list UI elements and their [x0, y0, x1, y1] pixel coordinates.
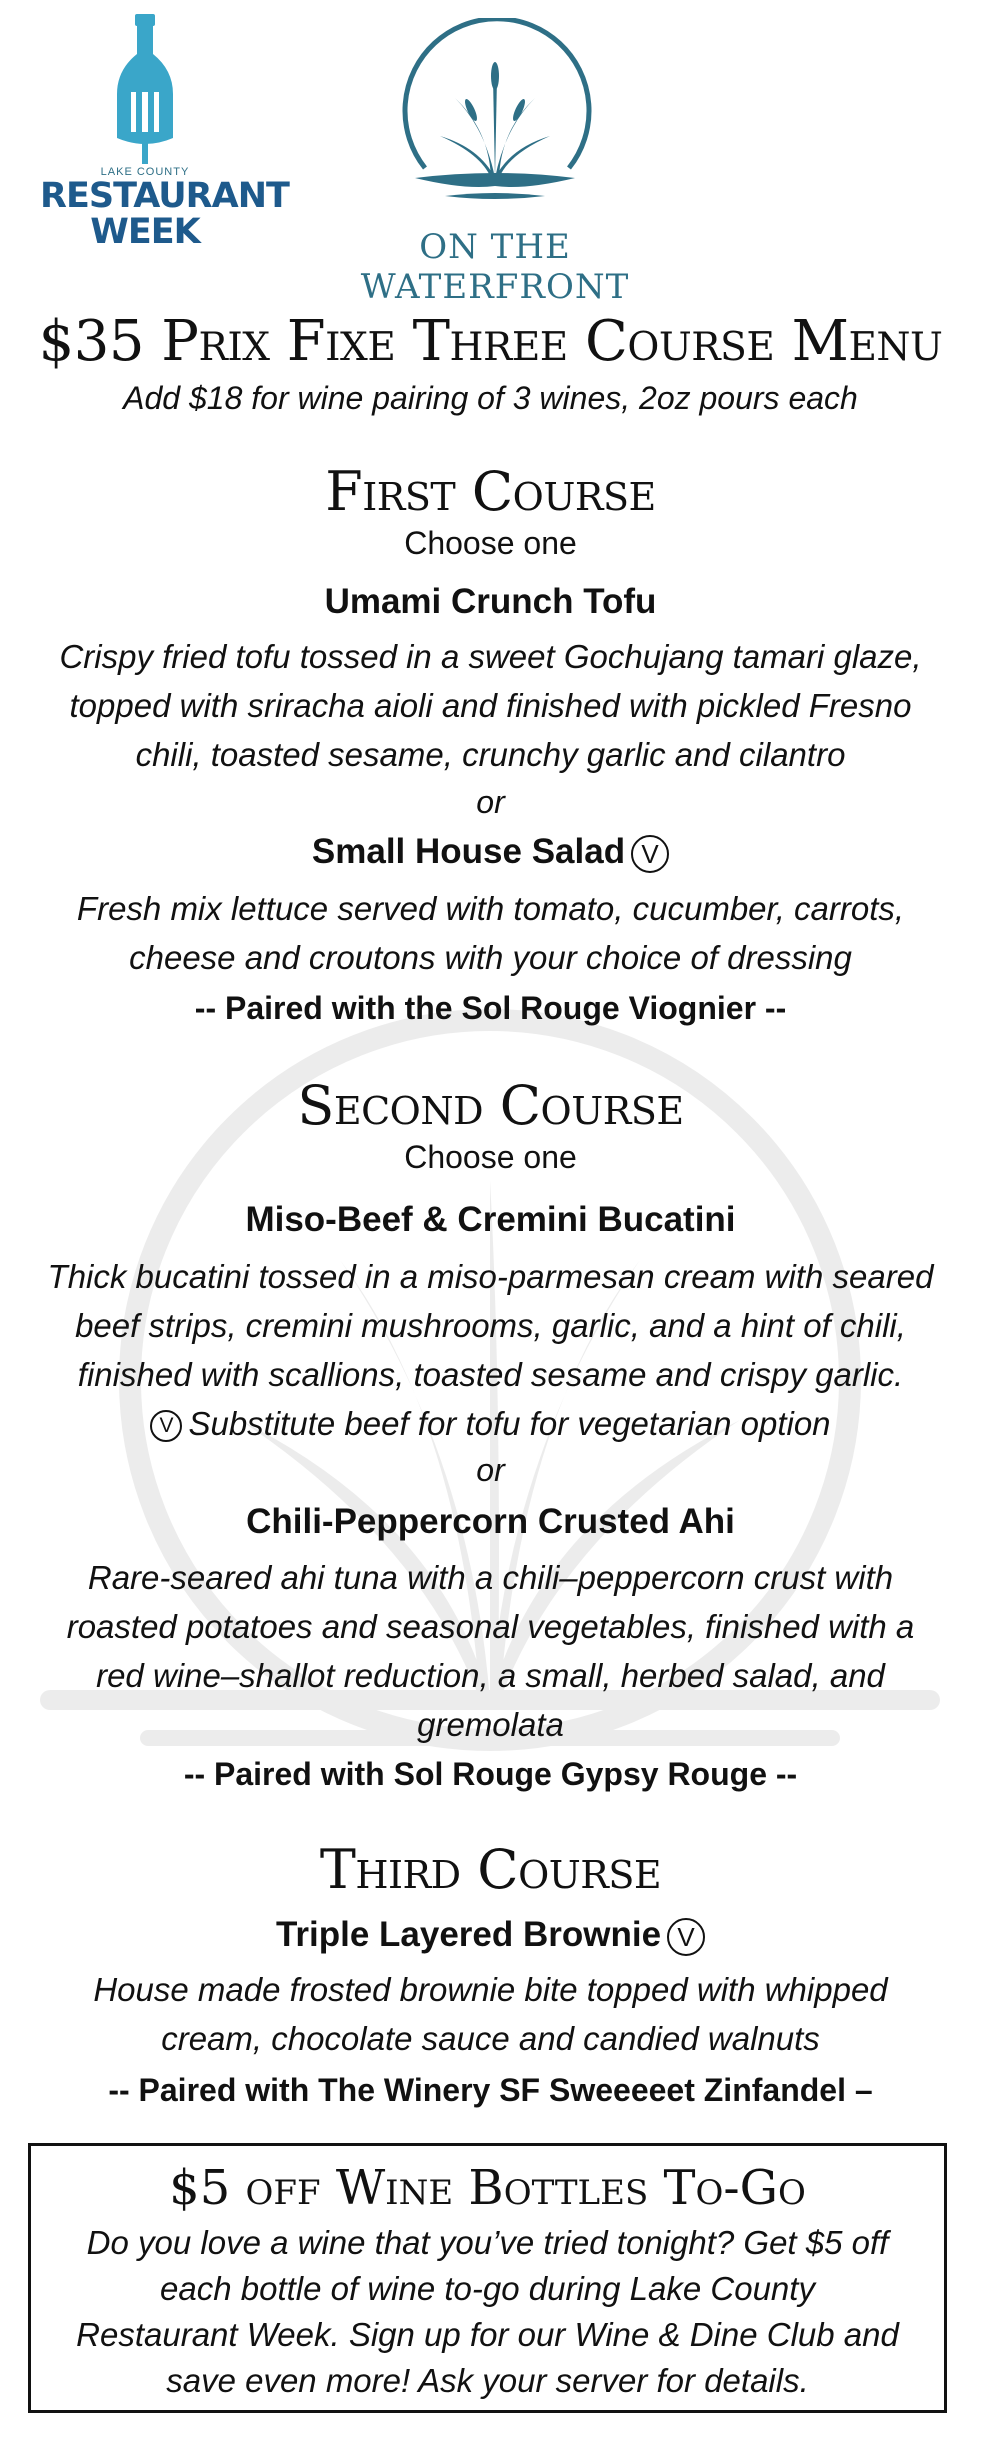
- wine-togo-promo: [28, 2143, 947, 2413]
- rw-small-text: LAKE COUNTY: [100, 166, 190, 178]
- promo-line: Restaurant Week. Sign up for our Wine & Dine Club and: [76, 2316, 899, 2353]
- desc-line: topped with sriracha aioli and finished with pickled Fresno: [69, 687, 912, 724]
- first-course-pairing: -- Paired with the Sol Rouge Viognier --: [194, 990, 787, 1026]
- desc-line: chili, toasted sesame, crunchy garlic and cilantro: [135, 736, 846, 773]
- dish-brownie-desc: [0, 1965, 981, 2063]
- menu-title: $35 Prix Fixe Three Course Menu: [38, 309, 943, 374]
- desc-line: House made frosted brownie bite topped with whipped: [93, 1971, 888, 2008]
- waterfront-name: ON THE WATERFRONT: [360, 227, 630, 307]
- dish-house-salad-desc: [0, 884, 981, 982]
- fork-bottle-icon: [115, 14, 175, 164]
- desc-line: beef strips, cremini mushrooms, garlic, and a hint of chili,: [75, 1307, 906, 1344]
- third-course-heading: Third Course: [319, 1838, 662, 1901]
- first-course-heading: First Course: [325, 460, 656, 523]
- dish-miso-bucatini: Miso-Beef & Cremini Bucatini: [245, 1200, 736, 1239]
- rw-line1: RESTAURANT: [40, 176, 289, 216]
- desc-line: Rare-seared ahi tuna with a chili–peppercorn crust with: [87, 1559, 894, 1596]
- dish-brownie-row: [0, 1915, 981, 1956]
- menu-subtitle: Add $18 for wine pairing of 3 wines, 2oz pours each: [123, 380, 858, 416]
- dish-brownie: Triple Layered Brownie: [275, 1915, 662, 1954]
- restaurant-week-logo: [40, 14, 289, 259]
- rw-line2: WEEK: [90, 212, 200, 252]
- third-course-pairing: -- Paired with The Winery SF Sweeeeet Zinfandel –: [108, 2072, 873, 2108]
- vegetarian-icon: V: [667, 1918, 705, 1956]
- veg-note-text: Substitute beef for tofu for vegetarian option: [188, 1405, 831, 1442]
- dish-house-salad-row: [0, 832, 981, 873]
- first-course-or: or: [476, 784, 505, 820]
- desc-line: gremolata: [417, 1706, 564, 1743]
- promo-line: each bottle of wine to-go during Lake County: [160, 2270, 815, 2307]
- dish-umami-tofu-desc: [0, 632, 981, 779]
- vegetarian-icon: V: [631, 835, 669, 873]
- reeds-circle-icon: [385, 18, 605, 218]
- desc-line: finished with scallions, toasted sesame and crispy garlic.: [77, 1356, 904, 1393]
- vegetarian-option-note: [0, 1399, 981, 1448]
- desc-line: cheese and croutons with your choice of dressing: [129, 939, 852, 976]
- second-course-pairing: -- Paired with Sol Rouge Gypsy Rouge --: [183, 1756, 798, 1792]
- desc-line: Crispy fried tofu tossed in a sweet Gochujang tamari glaze,: [59, 638, 922, 675]
- dish-umami-tofu: Umami Crunch Tofu: [324, 582, 657, 621]
- desc-line: red wine–shallot reduction, a small, herbed salad, and: [96, 1657, 885, 1694]
- desc-line: Fresh mix lettuce served with tomato, cucumber, carrots,: [76, 890, 905, 927]
- desc-line: roasted potatoes and seasonal vegetables, finished with a: [66, 1608, 915, 1645]
- second-course-choose: Choose one: [404, 1139, 577, 1175]
- second-course-or: or: [476, 1452, 505, 1488]
- promo-text: [31, 2220, 944, 2404]
- promo-line: Do you love a wine that you’ve tried tonight? Get $5 off: [86, 2224, 889, 2261]
- first-course-choose: Choose one: [404, 525, 577, 561]
- promo-title: $5 off Wine Bottles To-Go: [169, 2160, 806, 2216]
- dish-house-salad: Small House Salad: [311, 832, 626, 871]
- desc-line: Thick bucatini tossed in a miso-parmesan cream with seared: [47, 1258, 934, 1295]
- second-course-heading: Second Course: [297, 1074, 684, 1137]
- promo-line: save even more! Ask your server for details.: [166, 2362, 809, 2399]
- waterfront-logo: [300, 18, 690, 307]
- dish-chili-ahi-desc: [0, 1553, 981, 1749]
- dish-chili-ahi: Chili-Peppercorn Crusted Ahi: [246, 1502, 735, 1541]
- desc-line: cream, chocolate sauce and candied walnuts: [161, 2020, 820, 2057]
- dish-miso-bucatini-desc: [0, 1252, 981, 1399]
- vegetarian-icon: V: [150, 1410, 182, 1442]
